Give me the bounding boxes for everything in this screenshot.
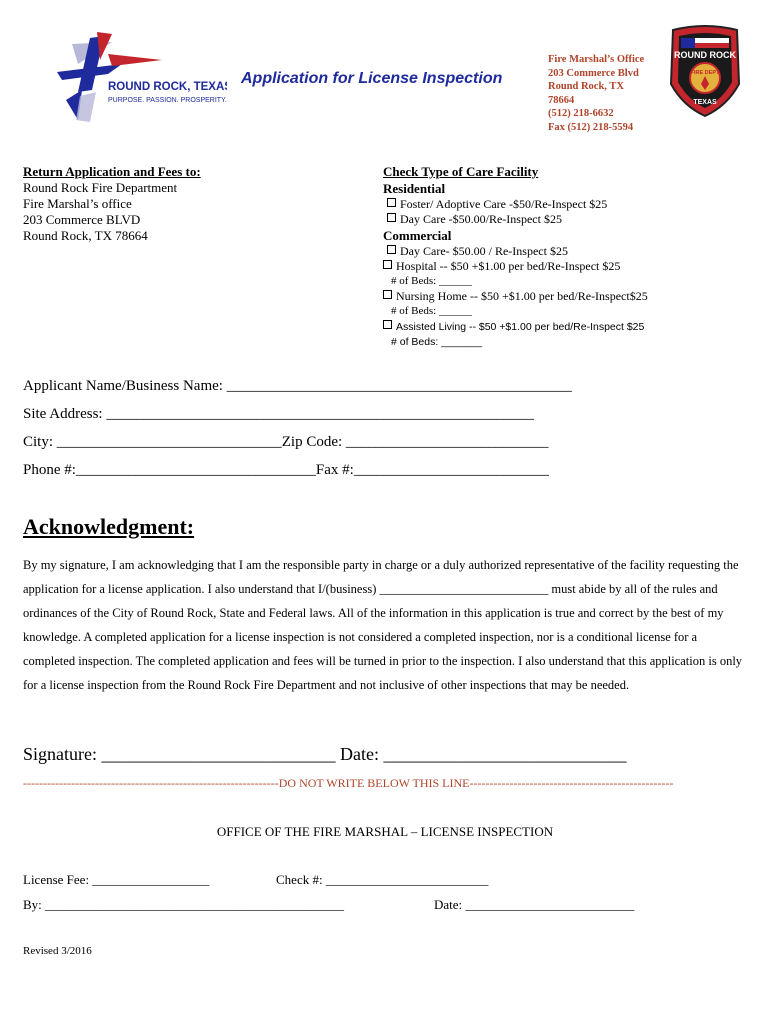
checkbox[interactable] [387,245,396,254]
office-line: Round Rock, TX [548,81,624,92]
office-line: 78664 [548,94,575,106]
option-label: Hospital -- $50 +$1.00 per bed/Re-Inspect $25 [396,259,621,273]
option-label: Assisted Living -- $50 +$1.00 per bed/Re-Inspect $25 [396,321,645,333]
fire-dept-badge [667,24,743,118]
applicant-name-field[interactable]: Applicant Name/Business Name: ______________________________________________ [23,378,572,394]
option-label: Day Care- $50.00 / Re-Inspect $25 [400,244,568,258]
logo-text: ROUND ROCK, TEXAS [108,81,227,93]
badge-bottom-text: TEXAS [693,99,717,106]
office-line: Fire Marshal’s Office [548,54,645,65]
return-heading: Return Application and Fees to: [23,164,201,179]
option-hospital[interactable] [383,259,648,274]
checkbox[interactable] [387,213,396,222]
acknowledgment-text: By my signature, I am acknowledging that I am the responsible party in charge or a duly authorized representative of the facility requesting the application for a license application. I also understand that I/(business) ___________________________ must abide by all of the rules and ordinances of the City of Round Rock, State and Federal laws. All of the information in this application is true and correct by the best of my knowledge. A completed application for a license inspection is not considered a completed inspection, nor is a conditional license for a completed inspection. The completed application and fees will be turned in prior to the inspection. I also understand that this application is only for a license inspection from the Round Rock Fire Department and not inclusive of other inspections that may be needed. [23,558,743,692]
return-address-block [23,164,201,244]
care-facility-block [383,164,648,350]
office-section-title: OFFICE OF THE FIRE MARSHAL – LICENSE INSPECTION [216,824,554,839]
beds-field[interactable]: # of Beds: ______ [391,305,472,317]
page-title: Application for License Inspection [241,70,503,87]
option-label: Foster/ Adoptive Care -$50/Re-Inspect $25 [400,197,608,211]
option-res-day-care[interactable] [383,212,648,227]
site-address-field[interactable]: Site Address: _________________________________________________________ [23,406,534,422]
option-foster[interactable] [383,197,648,212]
option-nursing-home[interactable] [383,289,648,304]
return-line: Round Rock Fire Department [23,180,178,195]
checkbox[interactable] [387,198,396,207]
option-com-day-care[interactable] [383,244,648,259]
do-not-write-divider: ----------------------------------------------------------------DO NOT WRITE BELOW THIS LINE--------------------------------------------------- [23,776,674,790]
phone-fax-field[interactable]: Phone #:________________________________Fax #:__________________________ [23,462,549,478]
return-line: Fire Marshal’s office [23,196,132,211]
office-line: (512) 218-6632 [548,108,614,119]
badge-mid-text: FIRE DEPT [690,70,720,76]
fire-marshal-address [548,53,644,134]
residential-heading: Residential [383,181,446,196]
beds-field[interactable]: # of Beds: ______ [391,275,472,287]
option-assisted-living[interactable] [383,319,648,335]
office-line: Fax (512) 218-5594 [548,121,634,133]
by-field[interactable]: By: ______________________________________________ [23,897,345,912]
beds-field[interactable]: # of Beds: _______ [391,336,483,348]
commercial-heading: Commercial [383,228,452,243]
option-label: Day Care -$50.00/Re-Inspect $25 [400,212,562,226]
office-line: 203 Commerce Blvd [548,67,639,79]
return-line: 203 Commerce BLVD [23,212,141,227]
checkbox[interactable] [383,290,392,299]
license-fee-field[interactable]: License Fee: __________________ [23,872,210,887]
signature-date-field[interactable]: Signature: __________________________ Date: ___________________________ [23,744,627,764]
checkbox[interactable] [383,260,392,269]
city-zip-field[interactable]: City: ______________________________Zip Code: ___________________________ [23,434,549,450]
acknowledgment-heading: Acknowledgment: [23,514,195,539]
return-line: Round Rock, TX 78664 [23,228,148,243]
care-heading: Check Type of Care Facility [383,164,539,179]
logo-tagline: PURPOSE. PASSION. PROSPERITY. [108,97,227,104]
option-label: Nursing Home -- $50 +$1.00 per bed/Re-Inspect$25 [396,289,648,303]
checkbox[interactable] [383,320,392,329]
check-number-field[interactable]: Check #: _________________________ [276,872,489,887]
office-date-field[interactable]: Date: __________________________ [434,897,635,912]
badge-top-text: ROUND ROCK [674,50,736,60]
round-rock-logo [52,30,227,125]
revision-note: Revised 3/2016 [23,945,92,957]
